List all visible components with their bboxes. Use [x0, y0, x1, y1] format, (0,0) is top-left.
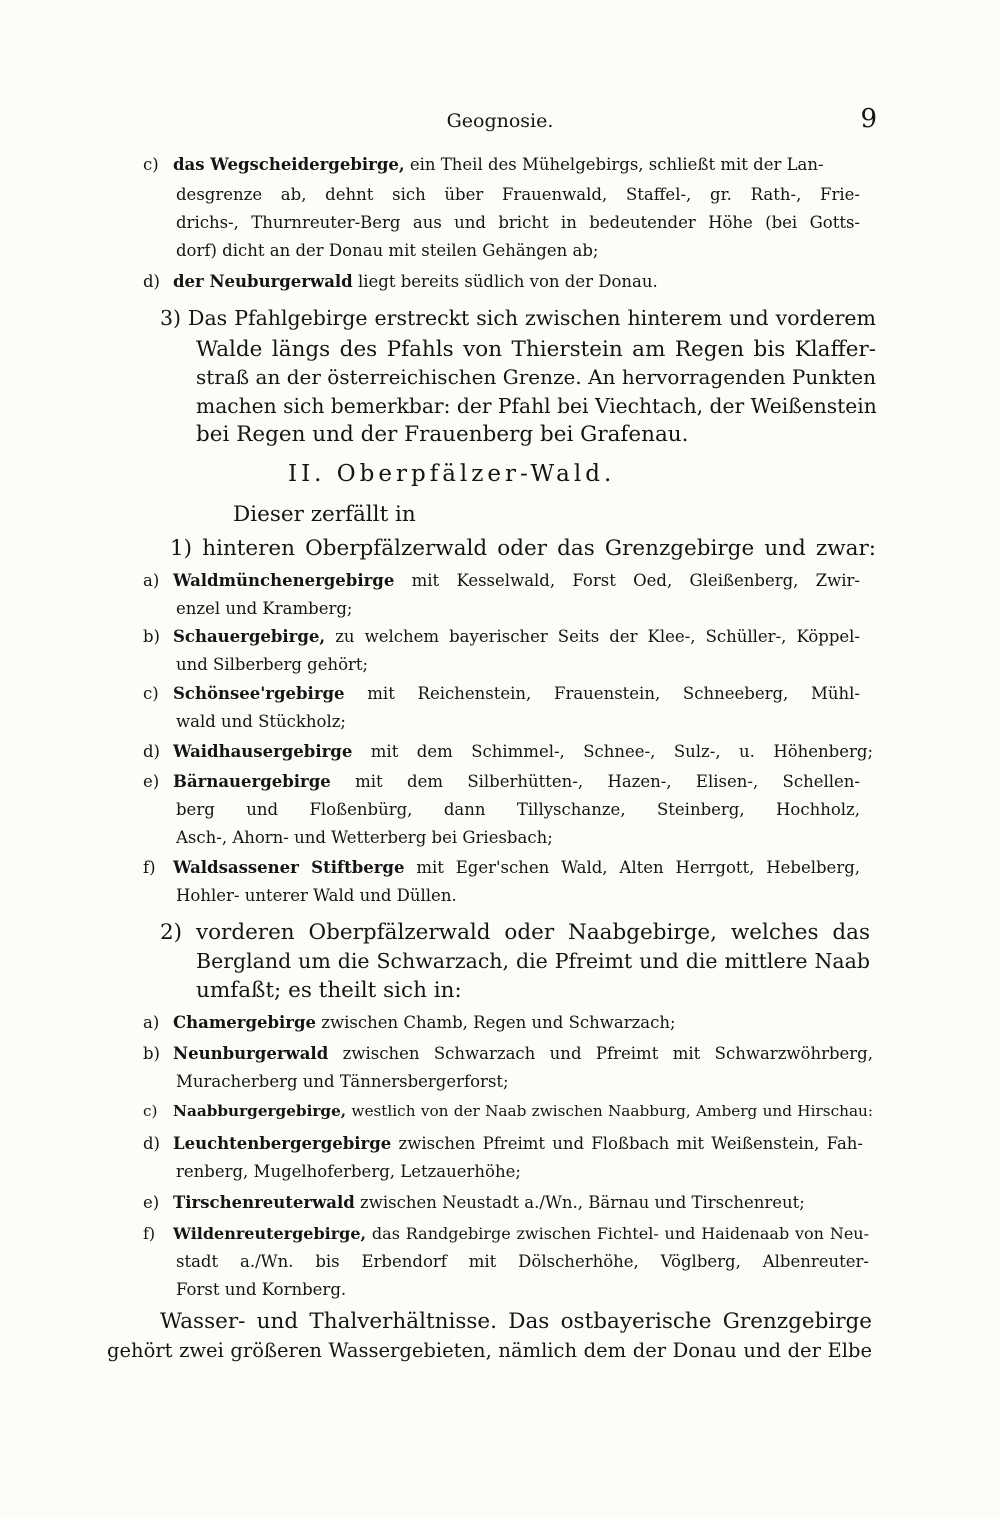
list1-c-line2: wald und Stückholz;	[176, 712, 346, 731]
list2-f-line1: f) Wildenreutergebirge, das Randgebirge zwischen Fichtel- und Haidenaab von Neu-	[143, 1224, 869, 1243]
section-heading: II. Oberpfälzer-Wald.	[288, 461, 616, 487]
running-title: Geognosie.	[446, 110, 554, 132]
paragraph-3-line3: straß an der österreichischen Grenze. An hervorragenden Punkten	[196, 365, 876, 389]
subsection-2-line3: umfaßt; es theilt sich in:	[196, 978, 462, 1003]
list2-b-line2: Muracherberg und Tännersbergerforst;	[176, 1072, 509, 1091]
list-item-c-line4: dorf) dicht an der Donau mit steilen Gehängen ab;	[176, 241, 599, 260]
list2-f-line2: stadt a./Wn. bis Erbendorf mit Dölscherhöhe, Vöglberg, Albenreuter-	[176, 1252, 869, 1271]
list1-e-line2: berg und Floßenbürg, dann Tillyschanze, Steinberg, Hochholz,	[176, 800, 860, 819]
term: Waidhausergebirge	[173, 742, 353, 761]
list-item-c-line3: drichs-, Thurnreuter-Berg aus und bricht in bedeutender Höhe (bei Gotts-	[176, 213, 860, 232]
list1-a-line2: enzel und Kramberg;	[176, 599, 353, 618]
list-item-d: d) der Neuburgerwald liegt bereits südlich von der Donau.	[143, 272, 658, 291]
list1-e-line1: e) Bärnauergebirge mit dem Silberhütten-, Hazen-, Elisen-, Schellen-	[143, 772, 860, 791]
list1-f-line1: f) Waldsassener Stiftberge mit Eger'schen Wald, Alten Herrgott, Hebelberg,	[143, 858, 861, 877]
term: Chamergebirge	[173, 1013, 317, 1032]
page-header	[0, 104, 1000, 138]
term: Waldsassener Stiftberge	[173, 858, 405, 877]
paragraph-3-line5: bei Regen und der Frauenberg bei Grafenau.	[196, 422, 689, 447]
paragraph-3-line4: machen sich bemerkbar: der Pfahl bei Viechtach, der Weißenstein	[196, 394, 877, 418]
list1-c-line1: c) Schönsee'rgebirge mit Reichenstein, Frauenstein, Schneeberg, Mühl-	[143, 684, 860, 703]
term: das Wegscheidergebirge,	[173, 155, 405, 174]
list-item-c-line1: c) das Wegscheidergebirge, ein Theil des Mühelgebirgs, schließt mit der Lan-	[143, 155, 824, 174]
list2-b-line1: b) Neunburgerwald zwischen Schwarzach und Pfreimt mit Schwarzwöhrberg,	[143, 1044, 873, 1063]
closing-line2: gehört zwei größeren Wassergebieten, nämlich dem der Donau und der Elbe	[107, 1339, 872, 1362]
subsection-1: 1) hinteren Oberpfälzerwald oder das Grenzgebirge und zwar:	[170, 536, 876, 561]
list1-a-line1: a) Waldmünchenergebirge mit Kesselwald, Forst Oed, Gleißenberg, Zwir-	[143, 571, 861, 590]
list2-c: c) Naabburgergebirge, westlich von der Naab zwischen Naabburg, Amberg und Hirschau:	[143, 1102, 873, 1120]
paragraph-3-line2: Walde längs des Pfahls von Thierstein am Regen bis Klaffer-	[196, 337, 876, 362]
list1-b-line1: b) Schauergebirge, zu welchem bayerischer Seits der Klee-, Schüller-, Köppel-	[143, 627, 861, 646]
list2-d-line1: d) Leuchtenbergergebirge zwischen Pfreimt und Floßbach mit Weißenstein, Fah-	[143, 1134, 863, 1153]
subsection-2-line2: Bergland um die Schwarzach, die Pfreimt und die mittlere Naab	[196, 949, 870, 973]
list1-d-line1: d) Waidhausergebirge mit dem Schimmel-, Schnee-, Sulz-, u. Höhenberg;	[143, 742, 874, 761]
list2-e: e) Tirschenreuterwald zwischen Neustadt a./Wn., Bärnau und Tirschenreut;	[143, 1193, 805, 1212]
subsection-2-line1: 2) vorderen Oberpfälzerwald oder Naabgebirge, welches das	[160, 920, 870, 945]
term: Schönsee'rgebirge	[173, 684, 345, 703]
list2-d-line2: renberg, Mugelhoferberg, Letzauerhöhe;	[176, 1162, 521, 1181]
list-item-c-line2: desgrenze ab, dehnt sich über Frauenwald, Staffel-, gr. Rath-, Frie-	[176, 185, 860, 204]
list1-e-line3: Asch-, Ahorn- und Wetterberg bei Griesbach;	[176, 828, 553, 847]
term: Wildenreutergebirge,	[173, 1224, 367, 1243]
list2-f-line3: Forst und Kornberg.	[176, 1280, 347, 1299]
term: Waldmünchenergebirge	[173, 571, 395, 590]
term: Bärnauergebirge	[173, 772, 331, 791]
term: Neunburgerwald	[173, 1044, 329, 1063]
term: Naabburgergebirge,	[173, 1102, 347, 1120]
list1-f-line2: Hohler- unterer Wald und Düllen.	[176, 886, 457, 905]
term: Schauergebirge,	[173, 627, 326, 646]
intro-line: Dieser zerfällt in	[233, 502, 416, 527]
term: der Neuburgerwald	[173, 272, 353, 291]
paragraph-3-line1: 3) Das Pfahlgebirge erstreckt sich zwischen hinterem und vorderem	[160, 306, 876, 330]
closing-line1: Wasser- und Thalverhältnisse. Das ostbayerische Grenzgebirge	[160, 1309, 872, 1334]
page-number: 9	[860, 104, 877, 134]
list1-b-line2: und Silberberg gehört;	[176, 655, 369, 674]
term: Tirschenreuterwald	[173, 1193, 355, 1212]
list2-a: a) Chamergebirge zwischen Chamb, Regen und Schwarzach;	[143, 1013, 676, 1032]
term: Leuchtenbergergebirge	[173, 1134, 392, 1153]
